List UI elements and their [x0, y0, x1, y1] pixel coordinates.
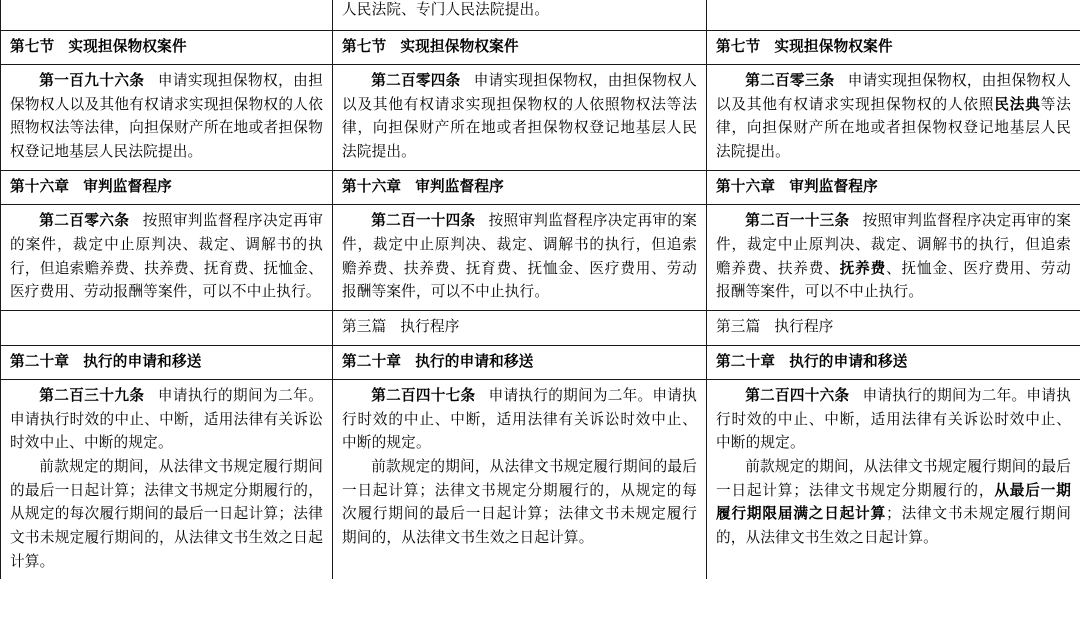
paragraph [10, 455, 323, 573]
heading-prefix: 第三篇 [342, 317, 387, 335]
table-row [1, 205, 1080, 311]
heading-title: 实现担保物权案件 [400, 37, 519, 55]
cell-new-article246 [707, 380, 1080, 580]
cell-draft-article204 [333, 65, 707, 171]
article-number: 第二百三十九条 [39, 387, 145, 405]
heading-new-chapter20 [707, 345, 1080, 380]
paragraph [342, 69, 697, 164]
heading-title: 审判监督程序 [789, 177, 878, 195]
heading-draft-part3 [333, 310, 707, 345]
paragraph [716, 455, 1071, 550]
paragraph [10, 69, 323, 164]
heading-old-part3-empty [1, 310, 333, 345]
heading-prefix: 第三篇 [716, 317, 761, 335]
article-text: 按照审判监督程序决定再审的案件，裁定中止原判决、裁定、调解书的执行，但追索赡养费、扶养费、 [716, 212, 1071, 277]
article-number: 第二百四十七条 [371, 387, 476, 405]
article-number: 第二百零三条 [745, 72, 835, 90]
article-text: 前款规定的期间，从法律文书规定履行期间的最后一日起计算；法律文书规定分期履行的，从规定的每次履行期间的最后一日起计算；法律文书未规定履行期间的，从法律文书生效之日起计算。 [342, 458, 697, 547]
article-text: 申请执行的期间为二年。申请执行时效的中止、中断，适用法律有关诉讼时效中止、中断的规定。 [716, 387, 1071, 452]
article-text: 申请实现担保物权，由担保物权人以及其他有权请求实现担保物权的人依照 [716, 72, 1071, 113]
article-text: 申请实现担保物权，由担保物权人以及其他有权请求实现担保物权的人依照物权法等法律，向担保财产所在地或者担保物权登记地基层人民法院提出。 [10, 72, 323, 161]
cell-new-article213 [707, 205, 1080, 311]
heading-draft-section7 [333, 30, 707, 65]
article-text: 申请实现担保物权，由担保物权人以及其他有权请求实现担保物权的人依照物权法等法律，向担保财产所在地或者担保物权登记地基层人民法院提出。 [342, 72, 697, 161]
heading-old-chapter16 [1, 170, 333, 205]
heading-title: 执行的申请和移送 [415, 352, 534, 370]
article-text: 前款规定的期间，从法律文书规定履行期间的最后一日起计算；法律文书规定分期履行的， [716, 458, 1071, 499]
paragraph [342, 384, 697, 455]
table-row [1, 380, 1080, 580]
heading-prefix: 第二十章 [342, 352, 402, 370]
table-row [1, 345, 1080, 380]
heading-title: 执行程序 [400, 317, 460, 335]
heading-prefix: 第七节 [342, 37, 387, 55]
cell-new-top [707, 0, 1080, 30]
heading-title: 执行的申请和移送 [83, 352, 202, 370]
article-text: 申请执行的期间为二年。申请执行时效的中止、中断，适用法律有关诉讼时效中止、中断的规定。 [342, 387, 697, 452]
heading-prefix: 第七节 [10, 37, 55, 55]
paragraph [342, 209, 697, 304]
heading-title: 实现担保物权案件 [774, 37, 893, 55]
heading-prefix: 第七节 [716, 37, 761, 55]
cell-old-article196 [1, 65, 333, 171]
paragraph [716, 69, 1071, 164]
article-text-cont: 等法律，向担保财产所在地或者担保物权登记地基层人民法院提出。 [716, 95, 1071, 161]
heading-new-chapter16 [707, 170, 1080, 205]
heading-new-part3 [707, 310, 1080, 345]
cell-old-top [1, 0, 333, 30]
heading-draft-chapter16 [333, 170, 707, 205]
article-number: 第二百零六条 [39, 212, 130, 230]
article-text: 按照审判监督程序决定再审的案件，裁定中止原判决、裁定、调解书的执行，但追索赡养费、扶养费、抚育费、抚恤金、医疗费用、劳动报酬等案件，可以不中止执行。 [342, 212, 697, 301]
heading-draft-chapter20 [333, 345, 707, 380]
heading-title: 审判监督程序 [415, 177, 504, 195]
heading-title: 审判监督程序 [83, 177, 172, 195]
cell-draft-top [333, 0, 707, 30]
heading-title: 执行程序 [774, 317, 834, 335]
heading-old-chapter20 [1, 345, 333, 380]
emphasis-text: 抚养费 [839, 259, 887, 277]
article-number: 第二百一十四条 [371, 212, 476, 230]
emphasis-text: 从最后一期履行期限届满之日起计算 [716, 481, 1071, 523]
table-row [1, 170, 1080, 205]
heading-prefix: 第二十章 [10, 352, 70, 370]
table-row [1, 65, 1080, 171]
cell-old-article239 [1, 380, 333, 580]
heading-new-section7 [707, 30, 1080, 65]
continuation-text: 人民法院、专门人民法院提出。 [342, 1, 550, 18]
cell-old-article206 [1, 205, 333, 311]
heading-prefix: 第十六章 [342, 177, 402, 195]
article-number: 第二百四十六条 [745, 387, 850, 405]
paragraph [342, 455, 697, 550]
heading-prefix: 第十六章 [716, 177, 776, 195]
cell-draft-article247 [333, 380, 707, 580]
heading-prefix: 第二十章 [716, 352, 776, 370]
cell-draft-article214 [333, 205, 707, 311]
article-number: 第一百九十六条 [39, 72, 145, 90]
paragraph [716, 209, 1071, 304]
article-number: 第二百零四条 [371, 72, 461, 90]
paragraph [10, 384, 323, 455]
table-row [1, 0, 1080, 30]
article-text-cont: 、抚恤金、医疗费用、劳动报酬等案件，可以不中止执行。 [716, 259, 1071, 301]
emphasis-text: 民法典 [994, 95, 1041, 113]
cell-new-article203 [707, 65, 1080, 171]
article-text: 按照审判监督程序决定再审的案件，裁定中止原判决、裁定、调解书的执行，但追索赡养费、扶养费、抚育费、抚恤金、医疗费用、劳动报酬等案件，可以不中止执行。 [10, 212, 324, 301]
article-text-cont: ；法律文书未规定履行期间的，从法律文书生效之日起计算。 [716, 505, 1072, 547]
paragraph [10, 209, 323, 304]
table-row [1, 310, 1080, 345]
heading-old-section7 [1, 30, 333, 65]
article-number: 第二百一十三条 [745, 212, 850, 230]
table-row [1, 30, 1080, 65]
paragraph [716, 384, 1071, 455]
article-text: 前款规定的期间，从法律文书规定履行期间的最后一日起计算；法律文书规定分期履行的，从规定的每次履行期间的最后一日起计算；法律文书未规定履行期间的，从法律文书生效之日起计算。 [10, 458, 323, 570]
heading-title: 实现担保物权案件 [68, 37, 187, 55]
article-text: 申请执行的期间为二年。申请执行时效的中止、中断，适用法律有关诉讼时效中止、中断的规定。 [10, 387, 323, 452]
heading-prefix: 第十六章 [10, 177, 70, 195]
heading-title: 执行的申请和移送 [789, 352, 908, 370]
